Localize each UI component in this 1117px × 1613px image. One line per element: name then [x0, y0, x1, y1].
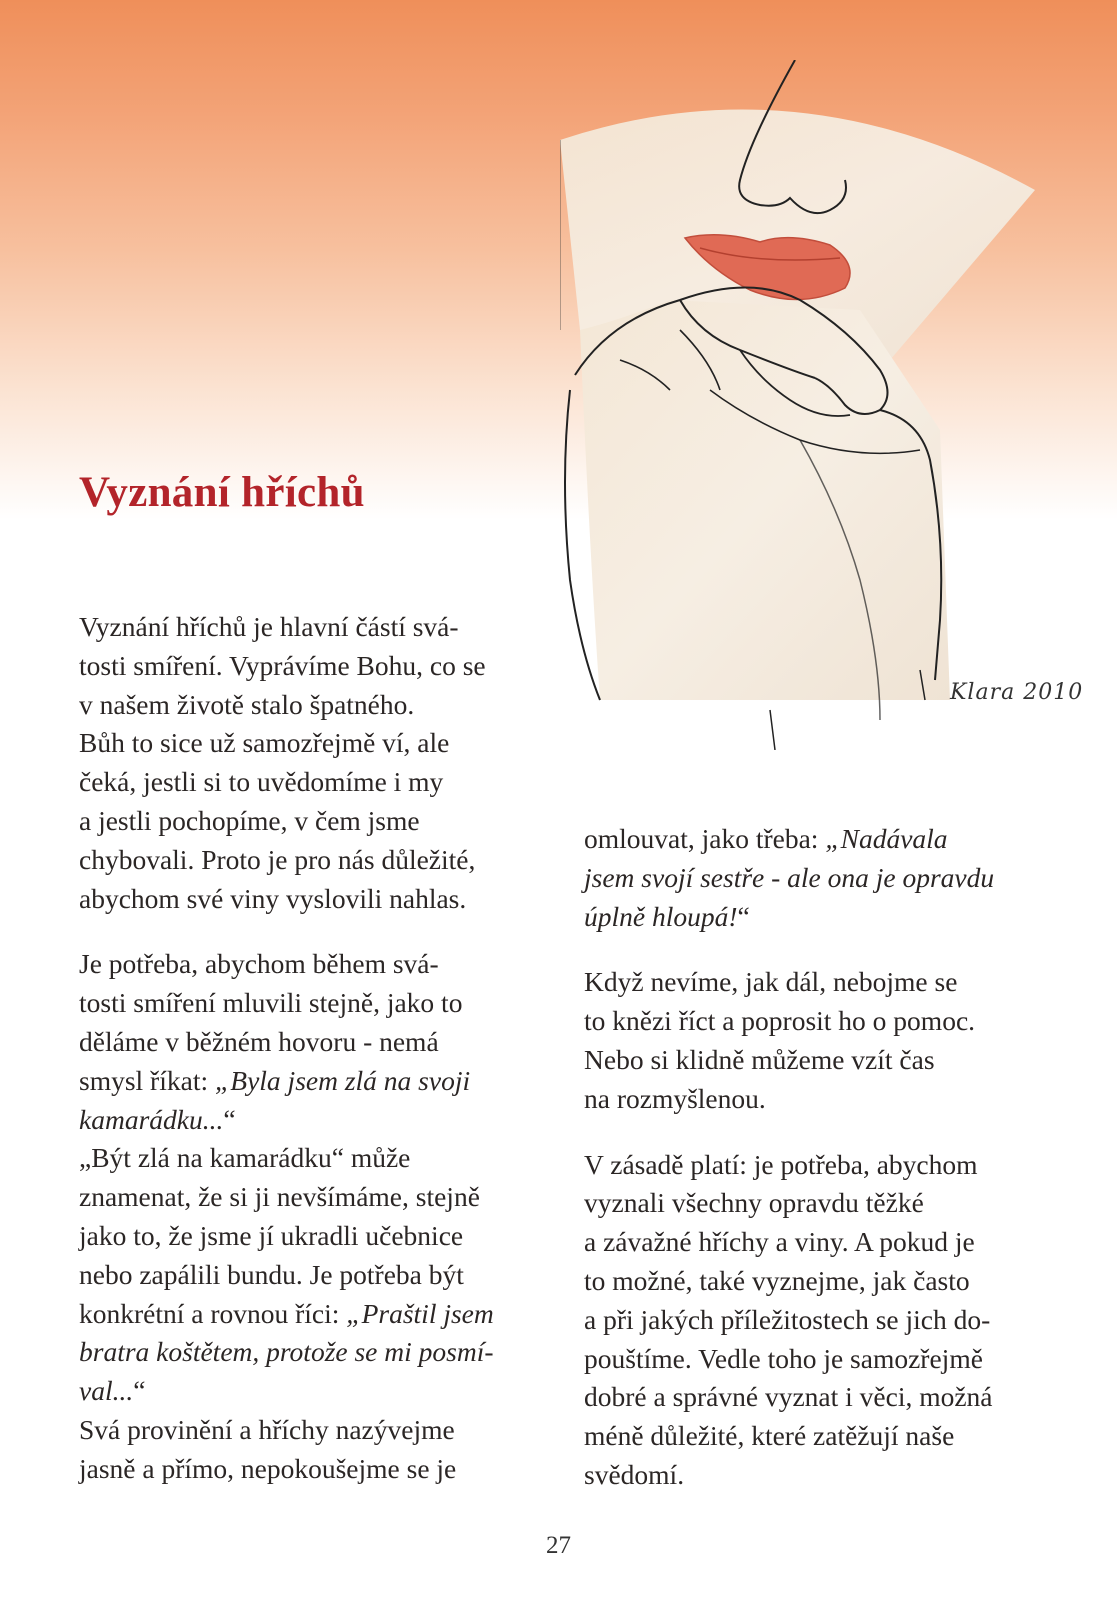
text-line: jasně a přímo, nepokoušejme se je — [79, 1452, 457, 1484]
quote-close: “ — [133, 1375, 146, 1407]
quote-close: “ — [223, 1103, 236, 1135]
paragraph-ask-for-help — [584, 963, 1064, 1118]
text-line: tosti smíření mluvili stejně, jako to — [79, 987, 463, 1019]
text-line: omlouvat, jako třeba: — [584, 823, 826, 854]
quote-close: “ — [737, 900, 750, 932]
text-line: smysl říkat: — [79, 1064, 215, 1096]
text-line: „Být zlá na kamarádku“ může — [79, 1142, 411, 1174]
text-line: Nebo si klidně můžeme vzít čas — [584, 1043, 935, 1075]
text-line: Vyznání hříchů je hlavní částí svá- — [79, 611, 459, 642]
quote-text: „Byla jsem zlá na svoji — [214, 1064, 471, 1096]
quote-text: úplně hloupá! — [584, 900, 738, 932]
quote-text: „Nadávala — [825, 823, 948, 854]
quote-text: jsem svojí sestře - ale ona je opravdu — [584, 861, 995, 893]
quote-text: bratra koštětem, protože se mi posmí- — [79, 1336, 494, 1368]
quote-text: val... — [79, 1375, 134, 1407]
hand-over-mouth-illustration — [560, 60, 1080, 750]
paragraph-intro — [79, 608, 549, 918]
text-line: Bůh to sice už samozřejmě ví, ale — [79, 727, 450, 759]
text-line: a jestli pochopíme, v čem jsme — [79, 804, 420, 836]
text-line: konkrétní a rovnou říci: — [79, 1297, 347, 1329]
text-line: Je potřeba, abychom během svá- — [79, 948, 439, 980]
text-line: méně důležité, které zatěžují naše — [584, 1420, 955, 1452]
text-line: a závažné hříchy a viny. A pokud je — [584, 1226, 975, 1258]
text-line: to knězi říct a poprosit ho o pomoc. — [584, 1005, 976, 1037]
text-line: na rozmyšlenou. — [584, 1082, 766, 1114]
text-line: Svá provinění a hříchy nazývejme — [79, 1413, 455, 1445]
right-text-column — [584, 820, 1064, 1495]
artist-signature: Klara 2010 — [950, 680, 1084, 705]
text-line: pouštíme. Vedle toho je samozřejmě — [584, 1342, 983, 1374]
text-line: abychom své viny vyslovili nahlas. — [79, 882, 467, 914]
text-line: to možné, také vyznejme, jak často — [584, 1264, 970, 1296]
page-title: Vyznání hříchů — [79, 469, 365, 516]
text-line: chybovali. Proto je pro nás důležité, — [79, 843, 476, 875]
paragraph-speak-normally — [79, 945, 549, 1488]
quote-text: kamarádku... — [79, 1103, 224, 1135]
text-line: Když nevíme, jak dál, nebojme se — [584, 966, 958, 998]
text-line: a při jakých příležitostech se jich do- — [584, 1303, 991, 1335]
text-line: vyznali všechny opravdu těžké — [584, 1187, 924, 1219]
text-line: děláme v běžném hovoru - nemá — [79, 1025, 439, 1057]
text-line: znamenat, že si ji nevšímáme, stejně — [79, 1181, 480, 1213]
paragraph-principle — [584, 1146, 1064, 1495]
text-line: nebo zapálili bundu. Je potřeba být — [79, 1258, 464, 1290]
quote-text: „Praštil jsem — [346, 1297, 494, 1329]
text-line: čeká, jestli si to uvědomíme i my — [79, 766, 444, 798]
left-text-column — [79, 608, 549, 1489]
text-line: dobré a správné vyznat i věci, možná — [584, 1381, 993, 1413]
text-line: svědomí. — [584, 1458, 685, 1490]
page-number: 27 — [546, 1532, 571, 1559]
text-line: v našem životě stalo špatného. — [79, 688, 415, 720]
text-line: V zásadě platí: je potřeba, abychom — [584, 1148, 978, 1180]
text-line: tosti smíření. Vyprávíme Bohu, co se — [79, 649, 486, 681]
text-line: jako to, že jsme jí ukradli učebnice — [79, 1219, 464, 1251]
paragraph-excuse-example — [584, 820, 1064, 936]
